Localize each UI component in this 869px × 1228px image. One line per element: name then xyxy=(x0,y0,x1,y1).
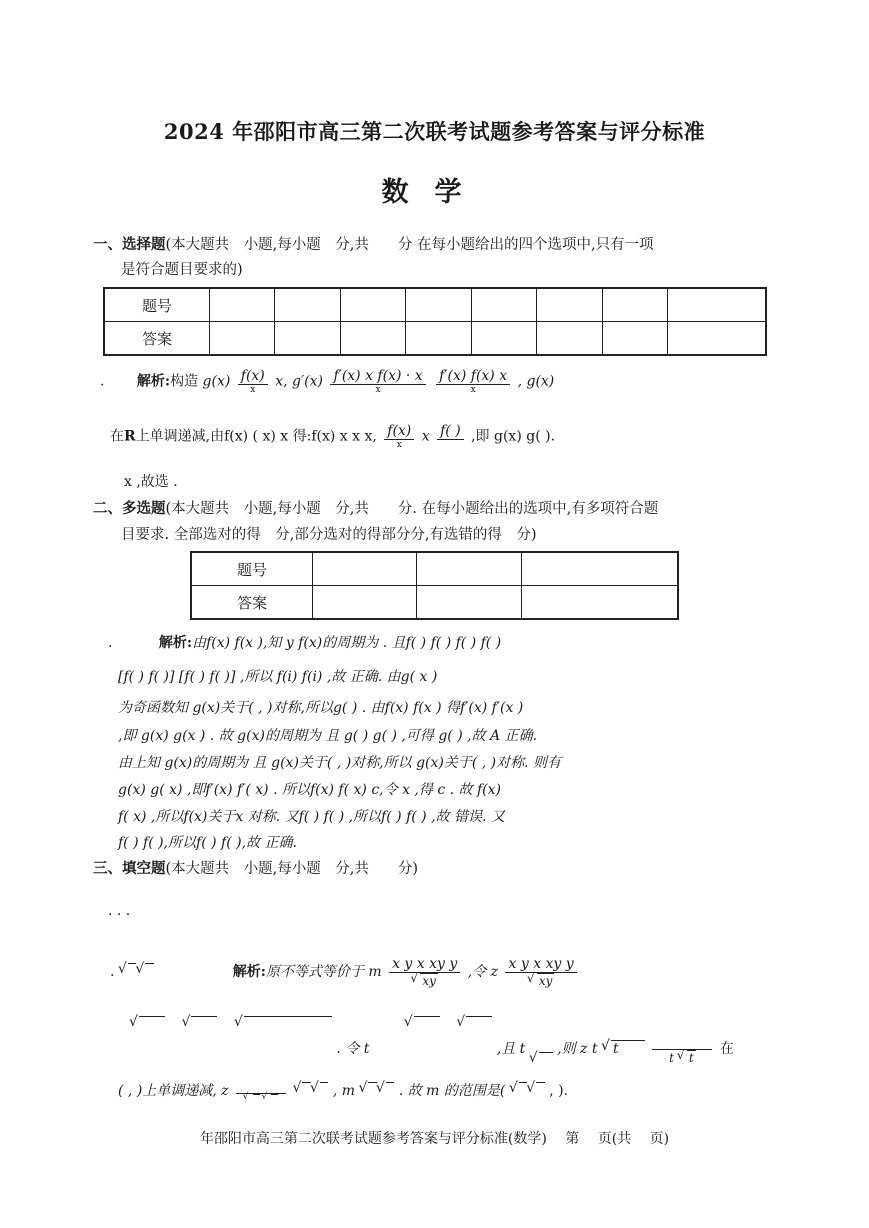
sqrt-xy: √ xy xyxy=(420,973,438,988)
text-span: , ). xyxy=(549,1083,568,1099)
sqrt-symbol xyxy=(139,1016,165,1053)
fraction xyxy=(236,1077,286,1105)
section2-explain-line6: g(x) g( x) ,即f′(x) f′( x) . 所以f(x) f( x) c,令 x ,得 c . 故 f(x) xyxy=(118,782,501,798)
denominator xyxy=(505,973,576,988)
text-span: x xyxy=(421,428,430,445)
text-span: ,则 z t xyxy=(557,1041,598,1057)
text-span: ,且 t xyxy=(496,1041,526,1057)
text-span: 在 xyxy=(719,1041,734,1057)
numerator: f′(x) f(x) x xyxy=(436,368,510,385)
table-cell xyxy=(417,586,521,620)
section1-explain-line3: x ,故选 . xyxy=(124,474,178,490)
table-cell xyxy=(406,288,471,322)
section2-explain-line3: 为奇函数知 g(x)关于( , )对称,所以g( ) . 由f(x) f(x ) 得f′(x) f′(x ) xyxy=(118,700,524,716)
sqrt-symbol xyxy=(145,963,153,980)
numerator: x y x xy y xyxy=(389,956,460,973)
sqrt-symbol xyxy=(536,1082,544,1099)
table-cell xyxy=(406,322,471,356)
sqrt-symbol xyxy=(244,1016,332,1053)
text-span: x, g′(x) xyxy=(275,373,323,390)
fraction xyxy=(384,423,414,450)
page-footer: 年邵阳市高三第二次联考试题参考答案与评分标准(数学) 第 页(共 页) xyxy=(199,1131,670,1147)
section3-explain-line3 xyxy=(118,1077,568,1105)
section3-header xyxy=(93,857,418,878)
section3-explain-line2 xyxy=(130,1016,734,1065)
row-label-answer: 答案 xyxy=(191,586,313,620)
fraction xyxy=(505,956,576,988)
numerator: f( ) xyxy=(437,423,464,440)
numerator: f′(x) x f(x) · x xyxy=(330,368,425,385)
row-label-number: 题号 xyxy=(104,288,210,322)
page-title: 2024 年邵阳市高三第二次联考试题参考答案与评分标准 xyxy=(163,119,706,144)
fraction xyxy=(652,1033,712,1065)
table-cell xyxy=(471,288,536,322)
denominator: x xyxy=(375,385,381,395)
denominator: x xyxy=(470,385,476,395)
text-span: R xyxy=(124,428,136,445)
section1-header xyxy=(93,233,654,254)
table-cell xyxy=(537,322,602,356)
table-cell xyxy=(417,552,521,586)
section2-explain-line2: [f( ) f( )] [f( ) f( )] ,所以 f(i) f(i) ,故 正确. 由g( x ) xyxy=(118,669,438,685)
text-span: g(x) xyxy=(202,373,231,390)
fraction xyxy=(330,368,425,395)
text-span: 在 xyxy=(110,428,124,445)
denominator xyxy=(437,440,464,450)
sqrt-symbol xyxy=(271,1094,278,1105)
explain-label: 解析: xyxy=(232,964,266,980)
text-span: . . . xyxy=(108,903,131,919)
sqrt-symbol xyxy=(414,1016,440,1053)
section2-explain-line1: . 解析:由f(x) f(x ),知 y f(x)的周期为 . 且f( ) f( ) f( ) f( ) xyxy=(108,635,502,651)
section2-explain-line7: f( x) ,所以f(x)关于x 对称. 又f( ) f( ) ,所以f( ) f( ) ,故 错误. 又 xyxy=(118,809,505,825)
row-label-answer: 答案 xyxy=(104,322,210,356)
section1-explain-line1: . 解析:构造 g(x) $\frac{f(x)}{x}$ x, g′(x) $\frac{\text{f′(x) x f(x) · x}}{x}$ $\frac{f'(x) f(x) x}{x}$ , g(x) xyxy=(100,368,555,395)
section2-explain-line5: 由上知 g(x)的周期为 且 g(x)关于( , )对称,所以 g(x)关于( , )对称. 则有 xyxy=(118,755,562,771)
section1-explain-line2 xyxy=(110,423,555,450)
sqrt-xy: √ xy xyxy=(537,973,555,988)
text-span: 上单调递减,由f(x) ( x) x 得:f(x) x x x, xyxy=(135,428,377,445)
section1-answer-table xyxy=(103,287,767,356)
table-cell xyxy=(471,322,536,356)
table-cell xyxy=(340,288,405,322)
fraction xyxy=(389,956,460,988)
row-label-number: 题号 xyxy=(191,552,313,586)
sqrt-t: √ t xyxy=(687,1050,696,1065)
sqrt-t: √ t xyxy=(611,1040,645,1057)
table-cell xyxy=(668,322,766,356)
table-cell xyxy=(210,322,275,356)
section2-desc-line2: 目要求. 全部选对的得 分,部分选对的得部分分,有选错的得 分) xyxy=(121,527,537,543)
denominator xyxy=(652,1050,712,1065)
text-span: 构造 xyxy=(170,373,199,390)
table-cell xyxy=(602,288,667,322)
table-cell xyxy=(313,552,417,586)
section3-heading: 三、填空题 xyxy=(93,860,166,877)
explain-label: 解析: xyxy=(158,635,193,651)
text-span: . xyxy=(110,964,115,980)
sqrt-symbol xyxy=(191,1016,217,1053)
text-span: , m xyxy=(332,1083,356,1099)
section2-explain-line4: ,即 g(x) g(x ) . 故 g(x)的周期为 且 g( ) g( ) ,可得 g( ) ,故 A 正确. xyxy=(118,728,538,744)
numerator: f(x) xyxy=(238,368,268,385)
section2-heading: 二、多选题 xyxy=(93,500,166,517)
denominator xyxy=(389,973,460,988)
table-cell xyxy=(275,322,340,356)
denominator: x xyxy=(250,385,256,395)
fraction xyxy=(436,368,510,395)
text-span: . 令 t xyxy=(336,1041,370,1057)
table-cell xyxy=(521,586,678,620)
denominator xyxy=(236,1094,286,1105)
section2-answer-table xyxy=(190,551,679,620)
text-span: t xyxy=(669,1051,674,1065)
subject-title: 数学 xyxy=(381,177,488,208)
section2-explain-line8: f( ) f( ),所以f( ) f( ),故 正确. xyxy=(118,835,297,851)
table-cell xyxy=(313,586,417,620)
table-cell xyxy=(537,288,602,322)
table-cell xyxy=(602,322,667,356)
section1-desc-line2: 是符合题目要求的) xyxy=(121,262,243,278)
table-row xyxy=(104,322,766,356)
denominator: x xyxy=(396,440,402,450)
table-row xyxy=(191,552,678,586)
sqrt-symbol xyxy=(320,1082,328,1099)
section1-desc-line1: (本大题共 小题,每小题 分,共 分 在每小题给出的四个选项中,只有一项 xyxy=(165,237,654,253)
table-row xyxy=(191,586,678,620)
text-span: 由f(x) f(x ),知 y f(x)的周期为 . 且f( ) f( ) f( ) f( ) xyxy=(192,635,502,651)
sqrt-symbol xyxy=(253,1094,260,1105)
section3-desc: (本大题共 小题,每小题 分,共 分) xyxy=(165,861,419,877)
section3-explain-line1 xyxy=(110,956,580,988)
text-span: ,令 z xyxy=(467,964,499,980)
text-span: ,即 g(x) g( ). xyxy=(471,428,556,445)
table-cell xyxy=(521,552,678,586)
text-span: ( , )上单调递减, z xyxy=(118,1083,229,1099)
numerator: x y x xy y xyxy=(505,956,576,973)
sqrt-symbol xyxy=(539,1052,553,1053)
table-cell xyxy=(275,288,340,322)
table-cell xyxy=(340,322,405,356)
section2-header xyxy=(93,497,658,518)
numerator: f(x) xyxy=(384,423,414,440)
text-span: 原不等式等价于 m xyxy=(265,964,382,980)
sqrt-symbol xyxy=(386,1082,394,1099)
text-span: . 故 m 的范围是( xyxy=(398,1083,506,1099)
section2-desc-line1: (本大题共 小题,每小题 分,共 分. 在每小题给出的选项中,有多项符合题 xyxy=(165,501,659,517)
table-row xyxy=(104,288,766,322)
section1-heading: 一、选择题 xyxy=(93,236,166,253)
table-cell xyxy=(210,288,275,322)
sqrt-symbol xyxy=(466,1016,492,1053)
fraction xyxy=(238,368,268,395)
table-cell xyxy=(668,288,766,322)
explain-label: 解析: xyxy=(136,373,171,390)
text-span: , g(x) xyxy=(517,373,555,390)
fraction xyxy=(437,423,464,450)
